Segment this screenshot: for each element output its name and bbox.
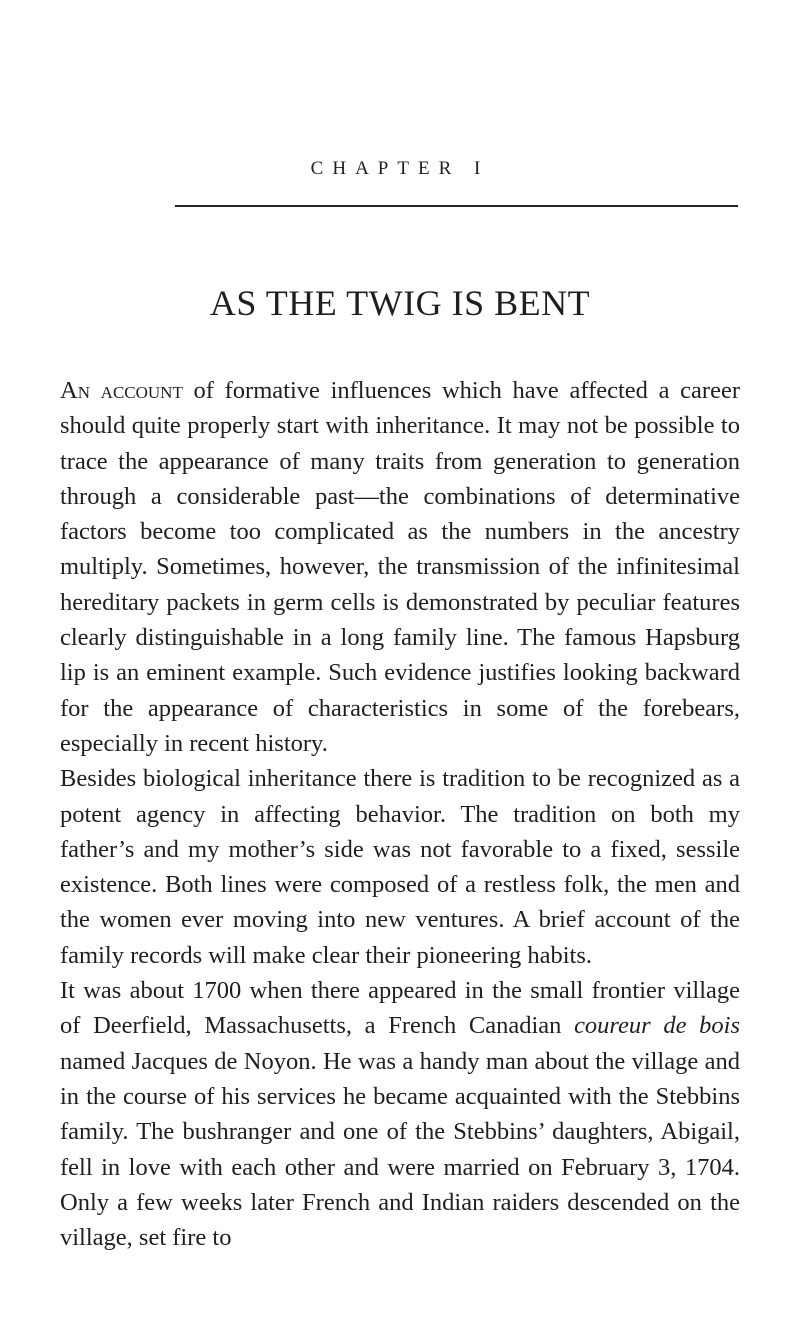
paragraph-1-text: of formative influences which have affected a career should quite properly start with inheritance. It may not be possible to trace the appearance of many traits from generation to generation through a considerable past—the combinations of determinative factors become too complicated as the numbers in the ancestry multiply. Sometimes, however, the transmission of the infinitesimal hereditary packets in germ cells is demonstrated by peculiar features clearly distinguishable in a long family line. The famous Hapsburg lip is an eminent example. Such evidence justifies looking backward for the appearance of characteristics in some of the forebears, especially in recent history. [60,377,740,757]
paragraph-lead-small-caps: An account [60,377,183,404]
chapter-rule [175,205,738,207]
paragraph-3-text-b: named Jacques de Noyon. He was a handy man about the village and in the course of his services he became acquainted with the Stebbins family. The bushranger and one of the Stebbins’ daughters, Abigail, fell in love with each other and were married on February 3, 1704. Only a few weeks later French and Indian raiders descended on the village, set fire to [60,1047,740,1252]
body-text [60,373,740,1255]
paragraph-3-italic: coureur de bois [574,1012,740,1040]
paragraph-1 [60,373,740,761]
paragraph-3 [60,973,740,1255]
chapter-title: AS THE TWIG IS BENT [209,283,591,323]
paragraph-2: Besides biological inheritance there is tradition to be recognized as a potent agency in affecting behavior. The tradition on both my father’s and my mother’s side was not favorable to a fixed, sessile existence. Both lines were composed of a restless folk, the men and the women ever moving into new ventures. A brief account of the family records will make clear their pioneering habits. [60,765,740,969]
chapter-label: CHAPTER I [310,158,490,179]
paragraph-3-text-a: It was about 1700 when there appeared in the small frontier village of Deerfield, Massachusetts, a French Canadian [60,977,740,1040]
